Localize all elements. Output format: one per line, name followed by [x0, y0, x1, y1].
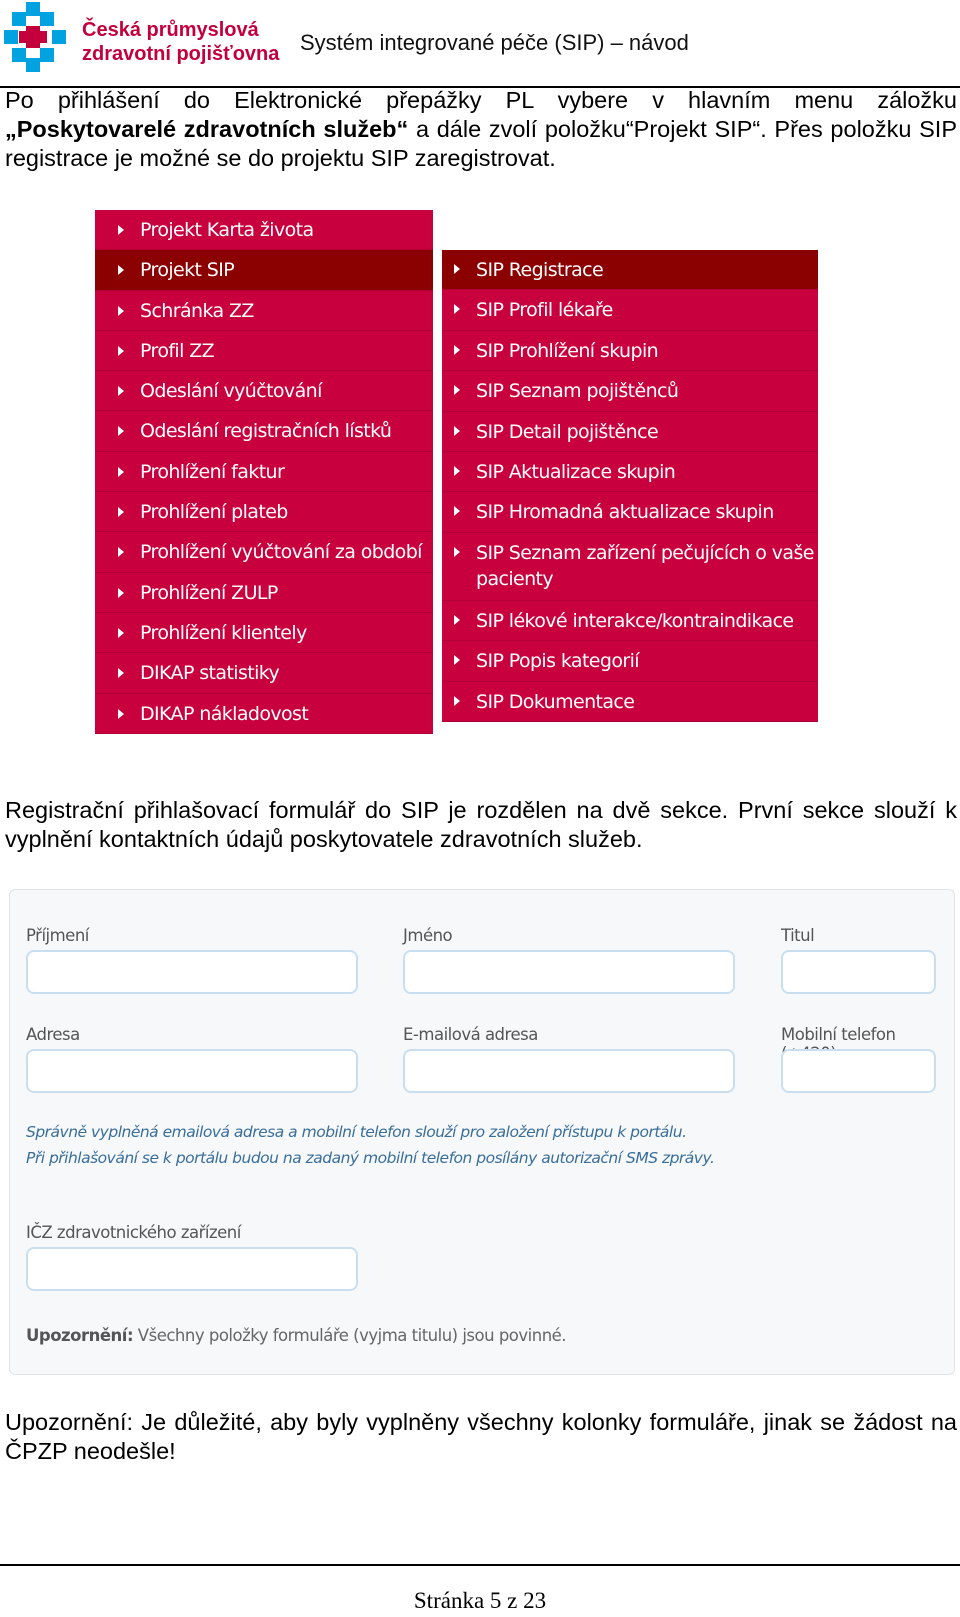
main-menu — [95, 210, 433, 734]
main-menu-item[interactable] — [95, 371, 433, 411]
page-header — [0, 0, 960, 88]
sip-submenu-item-label: SIP Aktualizace skupin — [476, 460, 676, 483]
caret-right-icon — [118, 225, 124, 235]
warning-paragraph: Upozornění: Je důležité, aby byly vyplněny všechny kolonky formuláře, jinak se žádost na ČPZP neodešle! — [5, 1409, 957, 1464]
title-label: Titul — [781, 926, 815, 945]
icz-label: IČZ zdravotnického zařízení — [26, 1223, 241, 1242]
main-menu-item[interactable] — [95, 250, 433, 290]
caret-right-icon — [118, 265, 124, 275]
main-menu-item[interactable] — [95, 492, 433, 532]
caret-right-icon — [454, 466, 460, 476]
sip-submenu-item[interactable] — [442, 331, 818, 371]
section2-paragraph: Registrační přihlašovací formulář do SIP je rozdělen na dvě sekce. První sekce slouží k vyplnění kontaktních údajů poskytovatele zdravotních služeb. — [5, 797, 957, 852]
caret-right-icon — [118, 628, 124, 638]
intro-paragraph — [5, 86, 957, 173]
address-label: Adresa — [26, 1025, 80, 1044]
main-menu-item[interactable] — [95, 411, 433, 451]
intro-text-2: a dále zvolí položku“Projekt SIP“. Přes položku SIP registrace je možné se do projektu SIP zaregistrovat. — [5, 116, 957, 171]
sip-submenu-item-label: SIP Seznam pojištěnců — [476, 380, 679, 403]
caret-right-icon — [454, 345, 460, 355]
main-menu-item-label: DIKAP statistiky — [140, 662, 280, 685]
sip-submenu-item-label: SIP lékové interakce/kontraindikace — [476, 609, 794, 632]
page-number: Stránka 5 z 23 — [413, 1588, 547, 1613]
caret-right-icon — [454, 426, 460, 436]
main-menu-item-label: DIKAP nákladovost — [140, 702, 309, 725]
caret-right-icon — [118, 588, 124, 598]
sip-submenu-item-label: SIP Profil lékaře — [476, 299, 613, 322]
caret-right-icon — [454, 615, 460, 625]
caret-right-icon — [118, 467, 124, 477]
sip-submenu-item-label: SIP Detail pojištěnce — [476, 420, 659, 443]
main-menu-item-label: Profil ZZ — [140, 339, 215, 362]
sip-submenu-item[interactable] — [442, 371, 818, 411]
caret-right-icon — [454, 304, 460, 314]
sip-submenu-item[interactable] — [442, 412, 818, 452]
sip-submenu-item-label: SIP Dokumentace — [476, 690, 635, 713]
phone-label: Mobilní telefon — [781, 1025, 896, 1044]
sip-submenu-item[interactable] — [442, 533, 818, 601]
address-input[interactable] — [26, 1049, 358, 1093]
main-menu-item-label: Prohlížení vyúčtování za období — [140, 541, 422, 564]
main-menu-item-label: Schránka ZZ — [140, 299, 254, 322]
intro-bold: „Poskytovarelé zdravotních služeb“ — [5, 116, 409, 142]
main-menu-item[interactable] — [95, 573, 433, 613]
form-note-line1: Správně vyplněná emailová adresa a mobilní telefon slouží pro založení přístupu k portálu. — [26, 1123, 687, 1141]
main-menu-item-label: Projekt Karta života — [140, 219, 314, 241]
caret-right-icon — [118, 346, 124, 356]
header-title: Systém integrované péče (SIP) – návod — [300, 30, 689, 55]
logo-line1: Česká průmyslová — [82, 19, 259, 41]
intro-text-1: Po přihlášení do Elektronické přepážky PL vybere v hlavním menu záložku — [5, 87, 957, 113]
name-label: Jméno — [403, 926, 453, 945]
sip-submenu-item[interactable] — [442, 492, 818, 532]
main-menu-item[interactable] — [95, 532, 433, 572]
sip-submenu-item-label: SIP Prohlížení skupin — [476, 339, 659, 362]
caret-right-icon — [454, 696, 460, 706]
registration-form — [9, 889, 955, 1375]
main-menu-item[interactable] — [95, 653, 433, 693]
caret-right-icon — [454, 547, 460, 557]
sip-submenu-item-label: SIP Seznam zařízení pečujících o vaše pacienty — [476, 541, 814, 590]
form-warning-label: Upozornění: — [26, 1326, 134, 1345]
main-menu-item[interactable] — [95, 331, 433, 371]
logo-text — [82, 18, 279, 66]
title-input[interactable] — [781, 950, 936, 994]
sip-submenu — [442, 250, 818, 722]
caret-right-icon — [454, 264, 460, 274]
main-menu-item-label: Odeslání vyúčtování — [140, 380, 322, 403]
caret-right-icon — [118, 386, 124, 396]
main-menu-item[interactable] — [95, 694, 433, 734]
main-menu-item[interactable] — [95, 291, 433, 331]
sip-submenu-item[interactable] — [442, 452, 818, 492]
logo-line2: zdravotní pojišťovna — [82, 43, 280, 65]
icz-input[interactable] — [26, 1247, 358, 1291]
email-label: E-mailová adresa — [403, 1025, 538, 1044]
form-warning-text: Všechny položky formuláře (vyjma titulu) jsou povinné. — [133, 1326, 567, 1345]
email-input[interactable] — [403, 1049, 735, 1093]
caret-right-icon — [454, 655, 460, 665]
main-menu-item[interactable] — [95, 210, 433, 250]
form-warning — [26, 1326, 566, 1345]
sip-submenu-item[interactable] — [442, 250, 818, 290]
sip-submenu-item[interactable] — [442, 682, 818, 722]
sip-submenu-item-label: SIP Hromadná aktualizace skupin — [476, 501, 774, 524]
name-input[interactable] — [403, 950, 735, 994]
caret-right-icon — [118, 426, 124, 436]
caret-right-icon — [118, 507, 124, 517]
sip-submenu-item[interactable] — [442, 290, 818, 330]
footer-divider — [0, 1564, 960, 1566]
main-menu-item-label: Prohlížení plateb — [140, 501, 288, 524]
caret-right-icon — [118, 547, 124, 557]
sip-submenu-item[interactable] — [442, 601, 818, 641]
caret-right-icon — [118, 306, 124, 316]
main-menu-item-label: Prohlížení ZULP — [140, 581, 278, 604]
main-menu-item[interactable] — [95, 613, 433, 653]
main-menu-item[interactable] — [95, 452, 433, 492]
main-menu-item-label: Odeslání registračních lístků — [140, 420, 392, 443]
cpzp-logo-icon — [4, 2, 74, 72]
main-menu-item-label: Prohlížení klientely — [140, 621, 307, 644]
caret-right-icon — [454, 385, 460, 395]
sip-submenu-item-label: SIP Registrace — [476, 259, 604, 281]
caret-right-icon — [454, 506, 460, 516]
sip-submenu-item[interactable] — [442, 641, 818, 681]
caret-right-icon — [118, 668, 124, 678]
surname-label: Příjmení — [26, 926, 89, 945]
sip-submenu-item-label: SIP Popis kategorií — [476, 650, 639, 673]
phone-input[interactable] — [781, 1049, 936, 1093]
main-menu-item-label: Projekt SIP — [140, 259, 235, 282]
caret-right-icon — [118, 709, 124, 719]
main-menu-item-label: Prohlížení faktur — [140, 460, 285, 483]
form-note-line2: Při přihlašování se k portálu budou na zadaný mobilní telefon posílány autorizační SMS zprávy. — [26, 1149, 715, 1167]
surname-input[interactable] — [26, 950, 358, 994]
